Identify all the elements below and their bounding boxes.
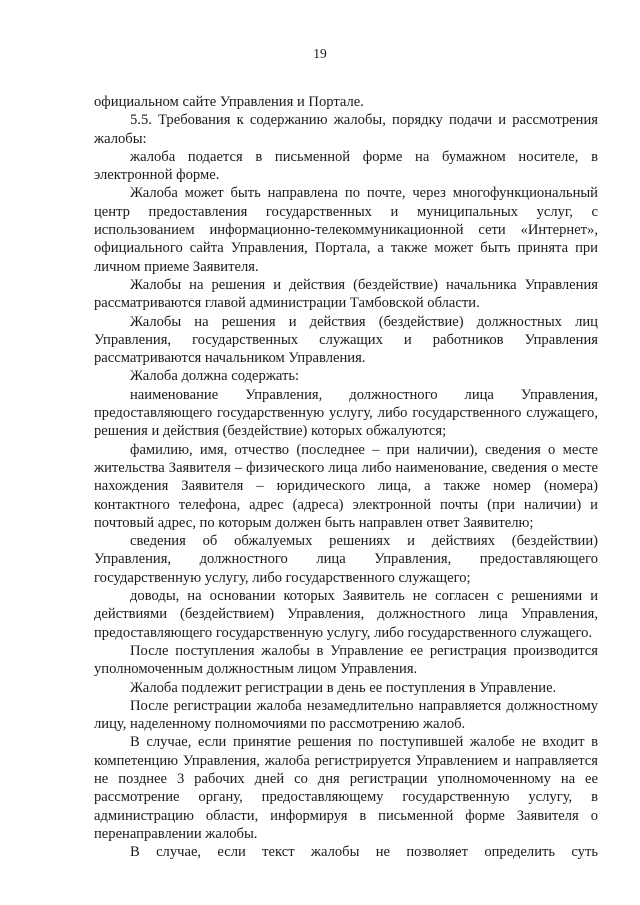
paragraph: Жалоба может быть направлена по почте, через многофункциональный центр предоставления государственных и муниципальных услуг, с использованием информационно-телекоммуникационной сети «Интернет», официального сайта Управления, Портала, а также может быть принята при личном приеме Заявителя. — [94, 185, 598, 275]
paragraph: Жалобы на решения и действия (бездействие) должностных лиц Управления, государственных служащих и работников Управления рассматриваются начальником Управления. — [94, 313, 598, 367]
paragraph: Жалобы на решения и действия (бездействие) начальника Управления рассматриваются главой администрации Тамбовской области. — [94, 276, 598, 312]
page-number: 19 — [313, 46, 327, 61]
list-paragraph: фамилию, имя, отчество (последнее – при наличии), сведения о месте жительства Заявителя – физического лица либо наименование, сведения о месте нахождения Заявителя – юридического лица, а также номер (номера) контактного телефона, адрес (адреса) электронной почты (при наличии) и почтовый адрес, по которым должен быть направлен ответ Заявителю; — [94, 441, 598, 531]
paragraph: Жалоба должна содержать: — [130, 368, 300, 385]
list-paragraph: доводы, на основании которых Заявитель не согласен с решениями и действиями (бездействием) Управления, должностного лица Управления, предоставляющего государственную услугу, либо государственного служащего. — [94, 588, 598, 641]
document-body — [94, 93, 598, 861]
section-heading-paragraph: 5.5. Требования к содержанию жалобы, порядку подачи и рассмотрения жалобы: — [94, 112, 598, 147]
list-paragraph: сведения об обжалуемых решениях и действиях (бездействии) Управления, должностного лица Управления, предоставляющего государственную услугу, либо государственного служащего; — [94, 533, 598, 586]
paragraph: официальном сайте Управления и Портале. — [94, 94, 364, 110]
paragraph: В случае, если принятие решения по поступившей жалобе не входит в компетенцию Управления, жалоба регистрируется Управлением и направляется не позднее 3 рабочих дней со дня регистрации уполномоченному на ее рассмотрение органу, предоставляющему государственную услугу, в администрацию области, информируя в письменной форме Заявителя о перенаправлении жалобы. — [94, 734, 598, 842]
paragraph: жалоба подается в письменной форме на бумажном носителе, в электронной форме. — [94, 148, 598, 184]
paragraph: После регистрации жалоба незамедлительно направляется должностному лицу, наделенному полномочиями по рассмотрению жалоб. — [94, 697, 598, 733]
list-paragraph: наименование Управления, должностного лица Управления, предоставляющего государственную услугу, либо государственного служащего, решения и действия (бездействие) которых обжалуются; — [94, 386, 598, 440]
paragraph: В случае, если текст жалобы не позволяет определить суть — [130, 844, 598, 861]
paragraph: После поступления жалобы в Управление ее регистрация производится уполномоченным должностным лицом Управления. — [94, 642, 598, 678]
paragraph: Жалоба подлежит регистрации в день ее поступления в Управление. — [130, 679, 557, 696]
